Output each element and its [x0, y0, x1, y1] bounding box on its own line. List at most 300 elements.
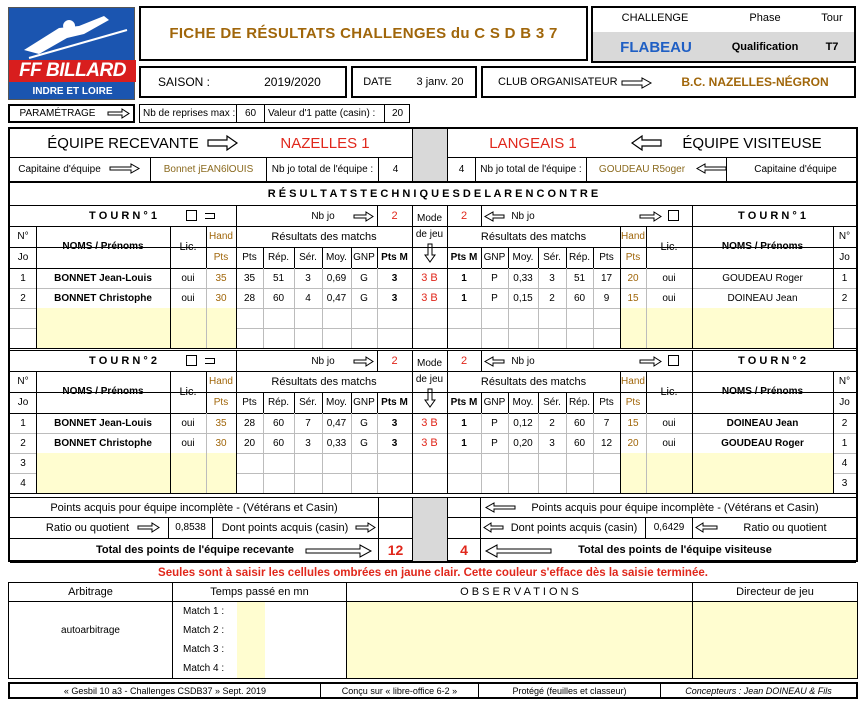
- player-rep-away: [566, 308, 593, 328]
- player-pts: 20: [243, 437, 256, 449]
- patte-value[interactable]: 20: [391, 108, 404, 119]
- player-gnp-away: P: [491, 272, 498, 284]
- row-number: [10, 328, 36, 348]
- col-names-away: NOMS / Prénoms: [721, 386, 804, 397]
- match-2-label: Match 2 :: [183, 625, 225, 636]
- player-hand-away: 20: [627, 272, 639, 284]
- player-name[interactable]: [36, 473, 170, 493]
- player-gnp-away: [481, 473, 508, 493]
- tour-label-home: T O U R N ° 1: [89, 210, 157, 222]
- col-n: N°: [17, 231, 29, 242]
- mode-label: Mode: [416, 357, 442, 369]
- player-name[interactable]: BONNET Jean-Louis: [54, 272, 152, 284]
- row-number: 2: [20, 292, 26, 304]
- footer-protection: Protégé (feuilles et classeur): [512, 685, 627, 696]
- footer-authors: Concepteurs : Jean DOINEAU & Fils: [685, 685, 832, 696]
- arrow-left-icon: [696, 523, 718, 532]
- col-moy-away: Moy.: [512, 252, 534, 263]
- mode-value: 3 B: [421, 272, 438, 284]
- player-rep-away: [566, 328, 593, 348]
- col-ser-away: Sér.: [543, 252, 561, 263]
- player-pts-away: 17: [600, 272, 613, 284]
- reprises-value[interactable]: 60: [244, 108, 257, 119]
- col-names: NOMS / Prénoms: [62, 241, 144, 252]
- checkbox[interactable]: [668, 355, 679, 366]
- col-results-away: Résultats des matchs: [480, 230, 587, 243]
- col-hand-pts: Pts: [213, 252, 229, 263]
- player-ser-away: [538, 473, 566, 493]
- player-ser: 3: [305, 272, 311, 284]
- col-names: NOMS / Prénoms: [62, 386, 144, 397]
- player-lic-away: oui: [662, 417, 676, 429]
- row-number-away: 2: [841, 417, 848, 429]
- player-hand: 30: [215, 437, 227, 449]
- col-gnp-away: GNP: [483, 252, 506, 263]
- player-moy-away: [508, 328, 538, 348]
- bracket-icon: [205, 213, 215, 219]
- checkbox[interactable]: [186, 210, 197, 221]
- player-ptsm-away: [447, 308, 481, 328]
- player-hand-away: 15: [627, 417, 639, 429]
- temps-label: Temps passé en mn: [210, 586, 309, 598]
- page-title: FICHE DE RÉSULTATS CHALLENGES du C S D B 3 7: [169, 25, 558, 42]
- player-lic: oui: [181, 292, 195, 304]
- player-name[interactable]: [36, 328, 170, 348]
- player-rep-away: 60: [573, 417, 586, 429]
- mode-label: Mode: [416, 212, 442, 224]
- player-ser: [294, 308, 322, 328]
- total-home-label: Total des points de l'équipe recevante: [95, 544, 295, 556]
- tour-label-away: T O U R N ° 2: [738, 355, 806, 367]
- mode-label-2: de jeu: [415, 373, 444, 385]
- player-gnp: G: [360, 292, 368, 304]
- player-rep-away: 60: [573, 292, 586, 304]
- col-moy-away: Moy.: [512, 397, 534, 408]
- row-number: 3: [20, 457, 26, 469]
- arbitrage-value: autoarbitrage: [61, 624, 120, 636]
- arrow-right-icon: [356, 523, 376, 532]
- billiard-player-icon: [9, 8, 136, 63]
- arrow-right-icon: [110, 164, 140, 173]
- player-ptsm: [377, 328, 412, 348]
- player-name-away[interactable]: DOINEAU Jean: [726, 417, 799, 429]
- player-gnp-away: [481, 453, 508, 473]
- arrow-left-icon: [632, 136, 662, 150]
- tour-nbjo-home: 2: [391, 355, 398, 367]
- player-lic: [170, 453, 206, 473]
- tour-label-away: T O U R N ° 1: [738, 210, 806, 222]
- player-lic: oui: [181, 437, 195, 449]
- player-moy: [322, 328, 351, 348]
- col-jo-away: Jo: [839, 252, 850, 263]
- player-hand-away: [620, 308, 646, 328]
- arbitrage-label: Arbitrage: [68, 586, 113, 598]
- home-incomplete-label: Points acquis pour équipe incomplète - (Vétérans et Casin): [50, 501, 338, 514]
- player-rep: 60: [272, 292, 285, 304]
- player-rep-away: 51: [573, 272, 586, 284]
- player-ptsm-away: 1: [461, 417, 467, 429]
- player-pts: [236, 473, 263, 493]
- player-hand-away: [620, 328, 646, 348]
- home-nbjo-label: Nb jo total de l'équipe :: [271, 163, 374, 175]
- col-pts: Pts: [242, 397, 257, 408]
- arrow-right-icon: [306, 545, 372, 557]
- player-ser: [294, 453, 322, 473]
- season-label: SAISON :: [158, 75, 211, 89]
- player-ptsm: [377, 308, 412, 328]
- mode-label-2: de jeu: [415, 228, 444, 240]
- col-gnp: GNP: [353, 397, 375, 408]
- player-rep: [263, 453, 294, 473]
- player-moy: [322, 308, 351, 328]
- home-ratio: 0,8538: [175, 522, 206, 533]
- arrow-right-icon: [354, 357, 374, 366]
- player-lic: oui: [181, 272, 195, 284]
- reprises-label: Nb de reprises max :: [143, 108, 236, 119]
- col-hand-away: Hand: [621, 376, 645, 387]
- player-ser-away: [538, 453, 566, 473]
- col-ser-away: Sér.: [543, 397, 561, 408]
- player-moy-away: 0,20: [513, 437, 533, 449]
- player-ser: 4: [305, 292, 311, 304]
- row-number: 4: [20, 477, 26, 489]
- arrow-right-icon: [640, 212, 662, 221]
- player-lic: [170, 328, 206, 348]
- club-value: B.C. NAZELLES-NÉGRON: [681, 75, 829, 89]
- away-ratio: 0,6429: [653, 522, 685, 533]
- player-hand-away: [620, 473, 646, 493]
- col-lic: Lic.: [179, 385, 197, 398]
- tour-nbjo-away: 2: [460, 355, 468, 367]
- arrow-right-icon: [640, 357, 662, 366]
- player-moy: 0,47: [326, 292, 347, 304]
- player-name-away[interactable]: [692, 328, 833, 348]
- row-number: 2: [20, 437, 26, 449]
- col-pts: Pts: [242, 252, 257, 263]
- tour-nbjo-home: 2: [391, 210, 398, 222]
- player-lic: [170, 308, 206, 328]
- player-ser: [294, 473, 322, 493]
- player-ser-away: [538, 308, 566, 328]
- col-rep: Rép.: [267, 397, 290, 408]
- player-ser: 7: [305, 417, 311, 429]
- total-home: 12: [387, 542, 404, 558]
- player-name[interactable]: [36, 453, 170, 473]
- player-ptsm: 3: [391, 417, 398, 429]
- player-ptsm-away: 1: [461, 272, 467, 284]
- home-dont-label: Dont points acquis (casin): [221, 521, 349, 534]
- player-moy: [322, 473, 351, 493]
- challenge-name: FLABEAU: [620, 38, 692, 56]
- arrow-left-icon: [485, 212, 505, 221]
- player-ptsm: 3: [391, 272, 398, 284]
- away-nbjo-label: Nb jo total de l'équipe :: [480, 163, 582, 175]
- col-ptsm-away: Pts M: [450, 252, 478, 263]
- player-name[interactable]: [36, 308, 170, 328]
- player-lic-away: [646, 328, 692, 348]
- player-pts-away: [593, 308, 620, 328]
- tour-value: T7: [825, 41, 839, 53]
- away-ratio-label: Ratio ou quotient: [743, 521, 827, 534]
- player-pts-away: [593, 453, 620, 473]
- tour-nbjo-away: 2: [460, 210, 468, 222]
- player-hand-away: 15: [627, 292, 639, 304]
- player-lic-away: oui: [662, 292, 676, 304]
- row-number-away: [833, 308, 856, 328]
- phase-label: Phase: [749, 12, 781, 24]
- home-captain[interactable]: Bonnet jEAN6lOUIS: [163, 163, 254, 175]
- player-ptsm-away: 1: [461, 437, 467, 449]
- directeur-label: Directeur de jeu: [736, 586, 814, 598]
- match-1-label: Match 1 :: [183, 606, 225, 617]
- arrow-left-icon: [484, 523, 504, 532]
- date-value: 3 janv. 20: [416, 76, 464, 88]
- col-rep-away: Rép.: [568, 252, 591, 263]
- col-rep: Rép.: [267, 252, 290, 263]
- player-lic-away: [646, 308, 692, 328]
- player-gnp: G: [360, 417, 368, 429]
- nbjo-label-home: Nb jo: [311, 210, 335, 222]
- player-gnp: [351, 473, 377, 493]
- player-name-away[interactable]: [692, 308, 833, 328]
- player-gnp: [351, 308, 377, 328]
- home-captain-label: Capitaine d'équipe: [18, 163, 101, 175]
- player-pts-away: [593, 328, 620, 348]
- col-moy: Moy.: [326, 397, 347, 408]
- player-pts-away: 7: [603, 417, 610, 429]
- player-gnp: G: [360, 272, 368, 284]
- player-name-away[interactable]: DOINEAU Jean: [727, 292, 798, 304]
- col-hand-away: Hand: [621, 231, 645, 242]
- col-gnp-away: GNP: [483, 397, 506, 408]
- player-moy: 0,33: [326, 437, 347, 449]
- player-rep-away: [566, 453, 593, 473]
- player-lic-away: oui: [662, 272, 676, 284]
- col-n-away: N°: [838, 231, 851, 242]
- arrow-right-icon: [354, 212, 374, 221]
- ffb-logo: [8, 7, 135, 100]
- player-moy-away: [508, 473, 538, 493]
- nbjo-label-away: Nb jo: [511, 355, 535, 367]
- player-name-away[interactable]: [692, 473, 833, 493]
- player-hand: [206, 453, 236, 473]
- home-team-name: NAZELLES 1: [280, 134, 370, 152]
- player-ptsm-away: [447, 453, 481, 473]
- club-label: CLUB ORGANISATEUR: [498, 76, 618, 88]
- player-name-away[interactable]: [692, 453, 833, 473]
- player-rep: [263, 473, 294, 493]
- player-gnp-away: P: [491, 437, 498, 449]
- col-lic-away: Lic.: [660, 385, 678, 398]
- player-ptsm-away: [447, 473, 481, 493]
- home-nbjo: 4: [392, 163, 399, 175]
- player-name[interactable]: BONNET Christophe: [54, 292, 152, 304]
- col-ser: Sér.: [299, 397, 317, 408]
- row-number-away: [833, 328, 856, 348]
- player-lic-away: [646, 473, 692, 493]
- tour-label: Tour: [821, 12, 843, 24]
- col-hand: Hand: [209, 231, 233, 242]
- col-n: N°: [17, 376, 29, 387]
- away-captain-label: Capitaine d'équipe: [754, 163, 837, 175]
- col-jo: Jo: [17, 397, 29, 408]
- player-pts: 28: [243, 292, 256, 304]
- row-number-away: 3: [841, 477, 848, 489]
- footer-software: Conçu sur « libre-office 6-2 »: [341, 685, 458, 696]
- player-moy-away: 0,12: [513, 417, 533, 429]
- mode-value: 3 B: [421, 437, 438, 449]
- player-rep-away: [566, 473, 593, 493]
- checkbox[interactable]: [186, 355, 197, 366]
- player-gnp-away: [481, 308, 508, 328]
- player-name-away[interactable]: GOUDEAU Roger: [722, 272, 803, 284]
- col-results: Résultats des matchs: [271, 375, 377, 388]
- arrow-right-icon: [138, 523, 160, 532]
- player-ser-away: 3: [549, 437, 555, 449]
- row-number-away: 4: [841, 457, 848, 469]
- player-pts: [236, 453, 263, 473]
- player-gnp: [351, 453, 377, 473]
- player-hand: 35: [215, 417, 227, 429]
- player-moy-away: 0,33: [513, 272, 533, 284]
- player-name[interactable]: BONNET Christophe: [54, 437, 152, 449]
- player-rep: 60: [272, 437, 285, 449]
- player-moy: 0,47: [326, 417, 347, 429]
- col-hand-pts-away: Pts: [625, 397, 641, 408]
- arrow-left-icon: [485, 357, 505, 366]
- date-label: DATE: [363, 76, 392, 88]
- player-gnp: G: [360, 437, 368, 449]
- player-ptsm-away: [447, 328, 481, 348]
- player-rep: [263, 308, 294, 328]
- player-name-away[interactable]: GOUDEAU Roger: [721, 437, 804, 449]
- total-away-label: Total des points de l'équipe visiteuse: [578, 544, 772, 556]
- away-dont-label: Dont points acquis (casin): [510, 521, 638, 534]
- col-lic: Lic.: [179, 240, 197, 253]
- col-names-away: NOMS / Prénoms: [721, 241, 804, 252]
- arrow-left-icon: [486, 545, 552, 557]
- player-name[interactable]: BONNET Jean-Louis: [54, 417, 152, 429]
- player-pts-away: [593, 473, 620, 493]
- col-ptsm-away: Pts M: [450, 397, 478, 408]
- player-ptsm-away: 1: [461, 292, 467, 304]
- player-ser-away: 3: [549, 272, 555, 284]
- player-ptsm: 3: [391, 292, 398, 304]
- col-hand-pts: Pts: [213, 397, 229, 408]
- col-ptsm: Pts M: [381, 252, 408, 263]
- row-number-away: 1: [841, 437, 848, 449]
- player-pts-away: 9: [603, 292, 610, 304]
- player-pts: 28: [243, 417, 256, 429]
- col-jo-away: Jo: [839, 397, 850, 408]
- player-lic-away: oui: [662, 437, 676, 449]
- away-incomplete-label: Points acquis pour équipe incomplète - (Vétérans et Casin): [531, 501, 819, 514]
- bracket-icon: [205, 358, 215, 364]
- player-hand-away: [620, 453, 646, 473]
- arrow-right-icon: [108, 109, 130, 118]
- away-nbjo: 4: [458, 163, 465, 175]
- col-results: Résultats des matchs: [271, 230, 377, 243]
- player-ser-away: [538, 328, 566, 348]
- challenge-label: CHALLENGE: [621, 12, 689, 24]
- col-gnp: GNP: [353, 252, 375, 263]
- col-pts-away: Pts: [599, 397, 614, 408]
- player-hand: 35: [215, 272, 227, 284]
- player-moy-away: [508, 453, 538, 473]
- player-ptsm: 3: [391, 437, 398, 449]
- tour-label-home: T O U R N ° 2: [89, 355, 157, 367]
- checkbox[interactable]: [668, 210, 679, 221]
- nbjo-label-away: Nb jo: [511, 210, 535, 222]
- col-lic-away: Lic.: [660, 240, 678, 253]
- player-hand-away: 20: [627, 437, 639, 449]
- player-gnp-away: P: [491, 417, 498, 429]
- player-ptsm: [377, 453, 412, 473]
- observations-label: O B S E R V A T I O N S: [460, 586, 579, 598]
- player-pts: 35: [243, 272, 256, 284]
- season-value: 2019/2020: [264, 75, 321, 89]
- player-rep: 60: [272, 417, 285, 429]
- away-team-label: ÉQUIPE VISITEUSE: [682, 134, 822, 152]
- away-team-name: LANGEAIS 1: [489, 134, 577, 152]
- player-pts: [236, 308, 263, 328]
- arrow-right-icon: [622, 78, 652, 88]
- col-ser: Sér.: [299, 252, 317, 263]
- arrow-left-icon: [697, 164, 727, 173]
- match-3-label: Match 3 :: [183, 644, 225, 655]
- row-number-away: 2: [841, 292, 848, 304]
- home-ratio-label: Ratio ou quotient: [45, 521, 130, 534]
- mode-value: 3 B: [421, 417, 438, 429]
- arrow-right-icon: [208, 136, 238, 150]
- player-lic: [170, 473, 206, 493]
- col-results-away: Résultats des matchs: [480, 375, 587, 388]
- player-moy-away: [508, 308, 538, 328]
- logo-region: INDRE ET LOIRE: [32, 85, 113, 97]
- home-team-label: ÉQUIPE RECEVANTE: [47, 134, 199, 152]
- player-moy-away: 0,15: [513, 292, 533, 304]
- col-ptsm: Pts M: [381, 397, 408, 408]
- player-hand: [206, 328, 236, 348]
- total-away: 4: [460, 542, 468, 558]
- footer-version: « Gesbil 10 a3 - Challenges CSDB37 » Sept. 2019: [63, 685, 267, 696]
- player-gnp-away: [481, 328, 508, 348]
- player-gnp-away: P: [491, 292, 498, 304]
- warning-text: Seules sont à saisir les cellules ombrées en jaune clair. Cette couleur s'efface dès la saisie terminée.: [158, 566, 708, 579]
- player-hand: 30: [215, 292, 227, 304]
- section-title: R É S U L T A T S T E C H N I Q U E S D E L A R E N C O N T R E: [267, 188, 599, 200]
- patte-label: Valeur d'1 patte (casin) :: [268, 108, 376, 119]
- nbjo-label-home: Nb jo: [311, 355, 335, 367]
- player-ser: [294, 328, 322, 348]
- row-number-away: 1: [841, 272, 848, 284]
- row-number: 1: [20, 272, 26, 284]
- mode-value: 3 B: [421, 292, 438, 304]
- player-rep-away: 60: [573, 437, 586, 449]
- away-captain[interactable]: GOUDEAU R5oger: [598, 163, 686, 175]
- player-rep: [263, 328, 294, 348]
- player-moy: 0,69: [326, 272, 347, 284]
- player-hand: [206, 308, 236, 328]
- param-label: PARAMÉTRAGE: [19, 108, 96, 119]
- player-pts: [236, 328, 263, 348]
- col-jo: Jo: [17, 252, 29, 263]
- row-number: 1: [20, 417, 26, 429]
- player-ser: 3: [305, 437, 311, 449]
- player-gnp: [351, 328, 377, 348]
- row-number: [10, 308, 36, 328]
- player-pts-away: 12: [600, 437, 613, 449]
